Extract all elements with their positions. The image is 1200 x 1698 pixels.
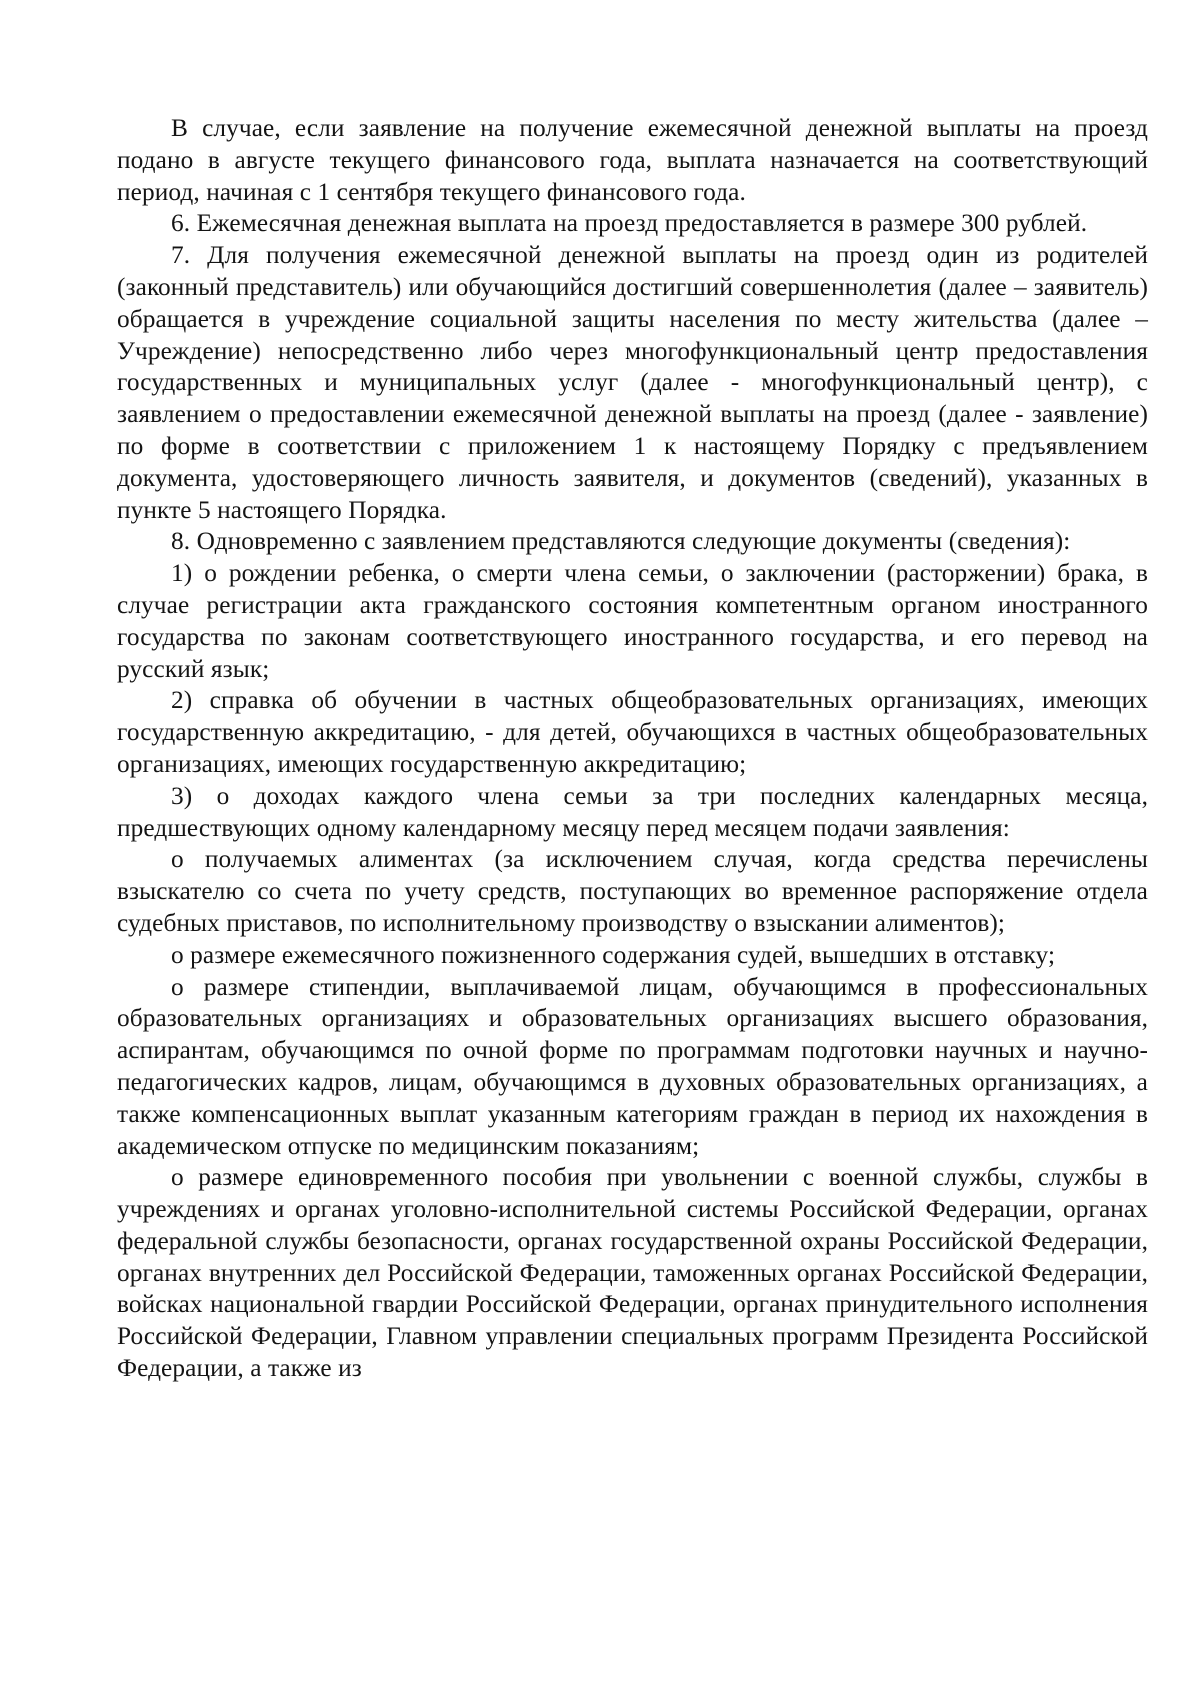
list-item-1-birth-death-marriage: 1) о рождении ребенка, о смерти члена семьи, о заключении (расторжении) брака, в случае регистрации акта гражданского состояния компетентным органом иностранного государства по законам соответствующего иностранного государства, и его перевод на русский язык; xyxy=(117,559,1148,683)
list-item-3-family-income: 3) о доходах каждого члена семьи за три последних календарных месяца, предшествующих одному календарному месяцу перед месяцем подачи заявления: xyxy=(117,781,1148,842)
income-item-severance-allowance: о размере единовременного пособия при увольнении с военной службы, службы в учреждениях и органах уголовно-исполнительной системы Российской Федерации, органах федеральной службы безопасности, органах государственной охраны Российской Федерации, органах внутренних дел Российской Федерации, таможенных органах Российской Федерации, войсках национальной гвардии Российской Федерации, органах принудительного исполнения Российской Федерации, Главном управлении специальных программ Президента Российской Федерации, а также из xyxy=(117,1163,1148,1383)
paragraph-8-required-documents: 8. Одновременно с заявлением представляются следующие документы (сведения): xyxy=(171,527,1071,556)
paragraph-7-application-procedure: 7. Для получения ежемесячной денежной выплаты на проезд один из родителей (законный представитель) или обучающийся достигший совершеннолетия (далее – заявитель) обращается в учреждение социальной защиты населения по месту жительства (далее – Учреждение) непосредственно либо через многофункциональный центр предоставления государственных и муниципальных услуг (далее - многофункциональный центр), с заявлением о предоставлении ежемесячной денежной выплаты на проезд (далее - заявление) по форме в соответствии с приложением 1 к настоящему Порядку с предъявлением документа, удостоверяющего личность заявителя, и документов (сведений), указанных в пункте 5 настоящего Порядка. xyxy=(117,241,1148,524)
paragraph-august-application: В случае, если заявление на получение ежемесячной денежной выплаты на проезд подано в августе текущего финансового года, выплата назначается на соответствующий период, начиная с 1 сентября текущего финансового года. xyxy=(117,114,1148,206)
income-item-judges-allowance: о размере ежемесячного пожизненного содержания судей, вышедших в отставку; xyxy=(171,940,1056,969)
income-item-scholarship: о размере стипендии, выплачиваемой лицам, обучающимся в профессиональных образовательных организациях и образовательных организациях высшего образования, аспирантам, обучающимся по очной форме по программам подготовки научных и научно-педагогических кадров, лицам, обучающимся в духовных образовательных организациях, а также компенсационных выплат указанным категориям граждан в период их нахождения в академическом отпуске по медицинским показаниям; xyxy=(117,972,1148,1160)
income-item-alimony: о получаемых алиментах (за исключением случая, когда средства перечислены взыскателю со счета по учету средств, поступающих во временное распоряжение отдела судебных приставов, по исполнительному производству о взыскании алиментов); xyxy=(117,845,1148,937)
document-page xyxy=(117,113,1148,1385)
list-item-2-education-certificate: 2) справка об обучении в частных общеобразовательных организациях, имеющих государственную аккредитацию, - для детей, обучающихся в частных общеобразовательных организациях, имеющих государственную аккредитацию; xyxy=(117,686,1148,778)
paragraph-6-payment-amount: 6. Ежемесячная денежная выплата на проезд предоставляется в размере 300 рублей. xyxy=(171,209,1088,238)
